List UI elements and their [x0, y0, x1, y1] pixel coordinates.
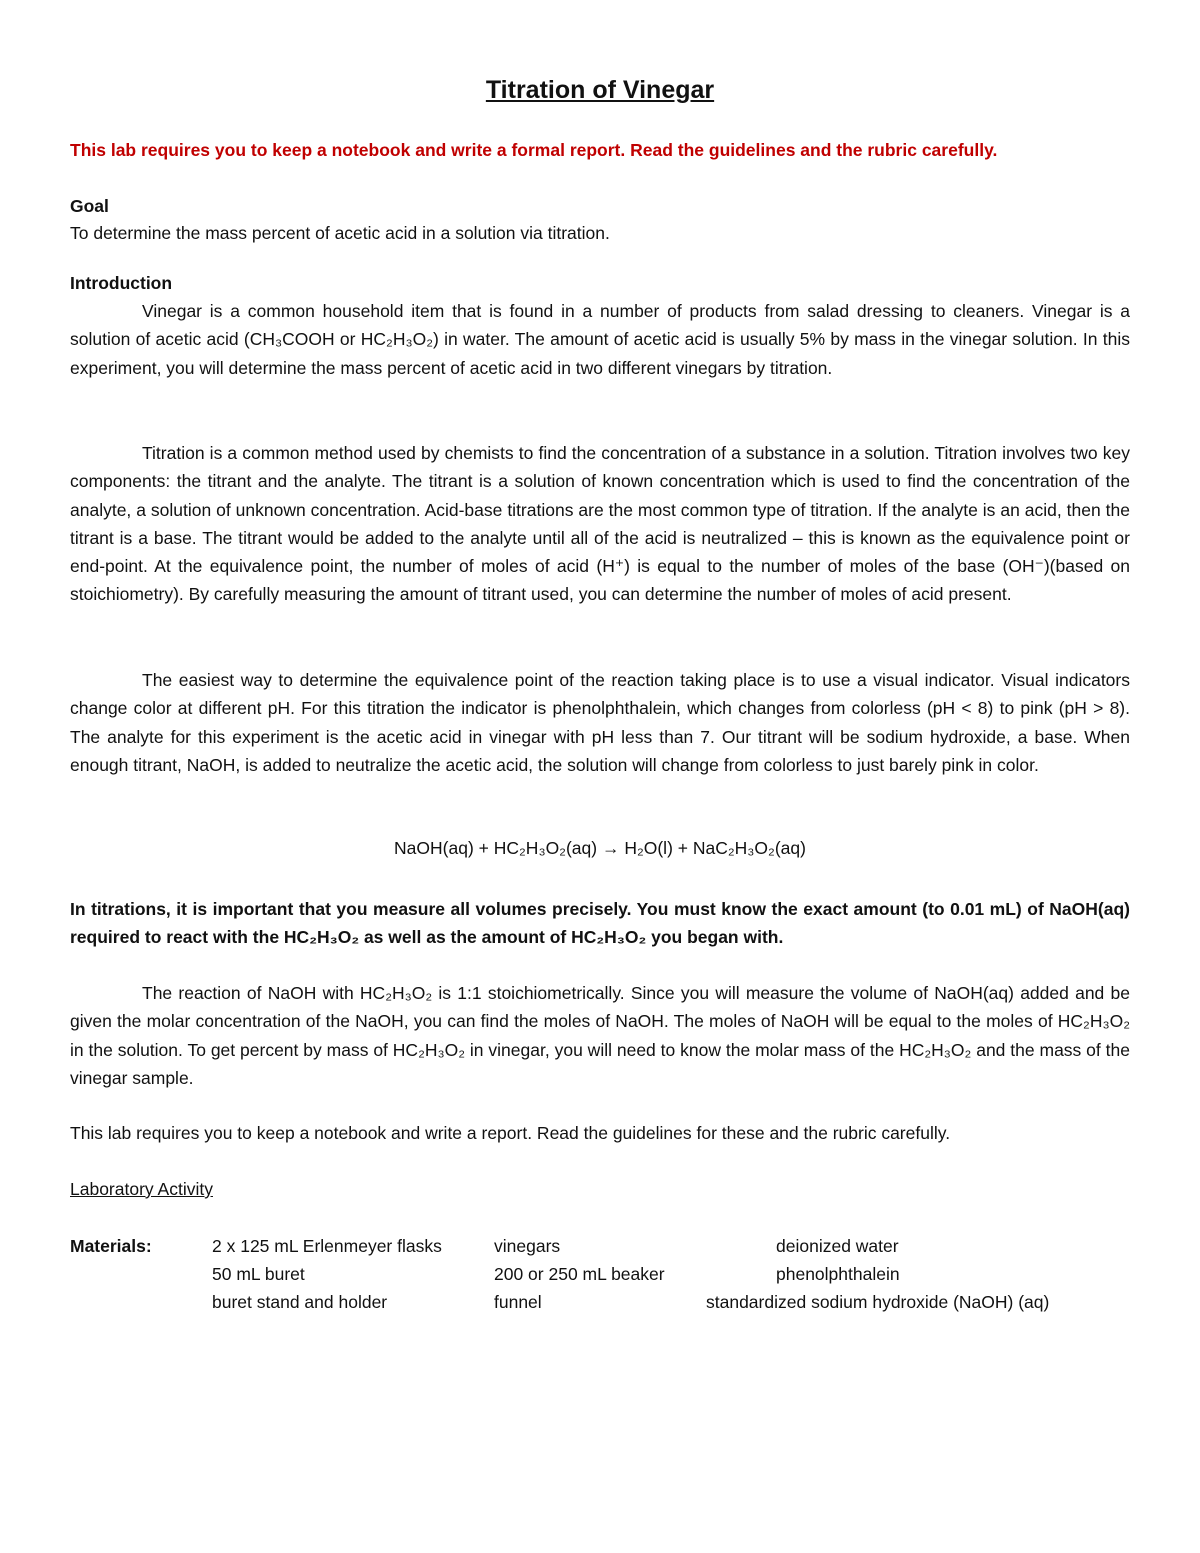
- notebook-paragraph: This lab requires you to keep a notebook and write a report. Read the guidelines for these and the rubric carefully.: [70, 1123, 951, 1143]
- reaction-paragraph: The reaction of NaOH with HC₂H₃O₂ is 1:1 stoichiometrically. Since you will measure the volume of NaOH(aq) added and be given the molar concentration of the NaOH, you can find the moles of NaOH. The moles of NaOH will be equal to the moles of HC₂H₃O₂ in the solution. To get percent by mass of HC₂H₃O₂ in vinegar, you will need to know the molar mass of the HC₂H₃O₂ and the mass of the vinegar sample.: [70, 983, 1130, 1088]
- material-item: deionized water: [776, 1236, 899, 1256]
- intro-paragraph-3: The easiest way to determine the equivalence point of the reaction taking place is to use a visual indicator. Visual indicators change color at different pH. For this titration the indicator is phenolphthalein, which changes from colorless (pH < 8) to pink (pH > 8). The analyte for this experiment is the acetic acid in vinegar with pH less than 7. Our titrant will be sodium hydroxide, a base. When enough titrant, NaOH, is added to neutralize the acetic acid, the solution will change from colorless to just barely pink in color.: [70, 670, 1130, 775]
- material-item: standardized sodium hydroxide (NaOH) (aq): [706, 1292, 1050, 1312]
- report-notice: This lab requires you to keep a notebook and write a formal report. Read the guidelines and the rubric carefully.: [70, 140, 998, 160]
- reaction-equation: NaOH(aq) + HC₂H₃O₂(aq) → H₂O(l) + NaC₂H₃O₂(aq): [394, 838, 806, 858]
- lab-activity-heading: Laboratory Activity: [70, 1179, 213, 1199]
- material-item: 2 x 125 mL Erlenmeyer flasks: [212, 1236, 442, 1256]
- intro-paragraph-1: Vinegar is a common household item that is found in a number of products from salad dressing to cleaners. Vinegar is a solution of acetic acid (CH₃COOH or HC₂H₃O₂) in water. The amount of acetic acid is usually 5% by mass in the vinegar solution. In this experiment, you will determine the mass percent of acetic acid in two different vinegars by titration.: [70, 301, 1130, 378]
- introduction-heading: Introduction: [70, 273, 173, 293]
- material-item: 200 or 250 mL beaker: [494, 1264, 665, 1284]
- document-title: Titration of Vinegar: [485, 76, 715, 104]
- goal-heading: Goal: [70, 196, 109, 216]
- important-note: In titrations, it is important that you measure all volumes precisely. You must know the exact amount (to 0.01 mL) of NaOH(aq) required to react with the HC₂H₃O₂ as well as the amount of HC₂H₃O₂ you began with.: [70, 899, 1130, 948]
- material-item: 50 mL buret: [212, 1264, 305, 1284]
- intro-paragraph-2: Titration is a common method used by chemists to find the concentration of a substance in a solution. Titration involves two key components: the titrant and the analyte. The titrant is a solution of known concentration which is used to find the concentration of the analyte, a solution of unknown concentration. Acid-base titrations are the most common type of titration. If the analyte is an acid, then the titrant is a base. The titrant would be added to the analyte until all of the acid is neutralized – this is known as the equivalence point or end-point. At the equivalence point, the number of moles of acid (H⁺) is equal to the number of moles of the base (OH⁻)(based on stoichiometry). By carefully measuring the amount of titrant used, you can determine the number of moles of acid present.: [70, 443, 1130, 605]
- material-item: buret stand and holder: [212, 1292, 388, 1312]
- material-item: phenolphthalein: [776, 1264, 900, 1284]
- goal-text: To determine the mass percent of acetic acid in a solution via titration.: [70, 223, 610, 243]
- material-item: vinegars: [494, 1236, 561, 1256]
- materials-label: Materials:: [70, 1236, 152, 1256]
- material-item: funnel: [494, 1292, 542, 1312]
